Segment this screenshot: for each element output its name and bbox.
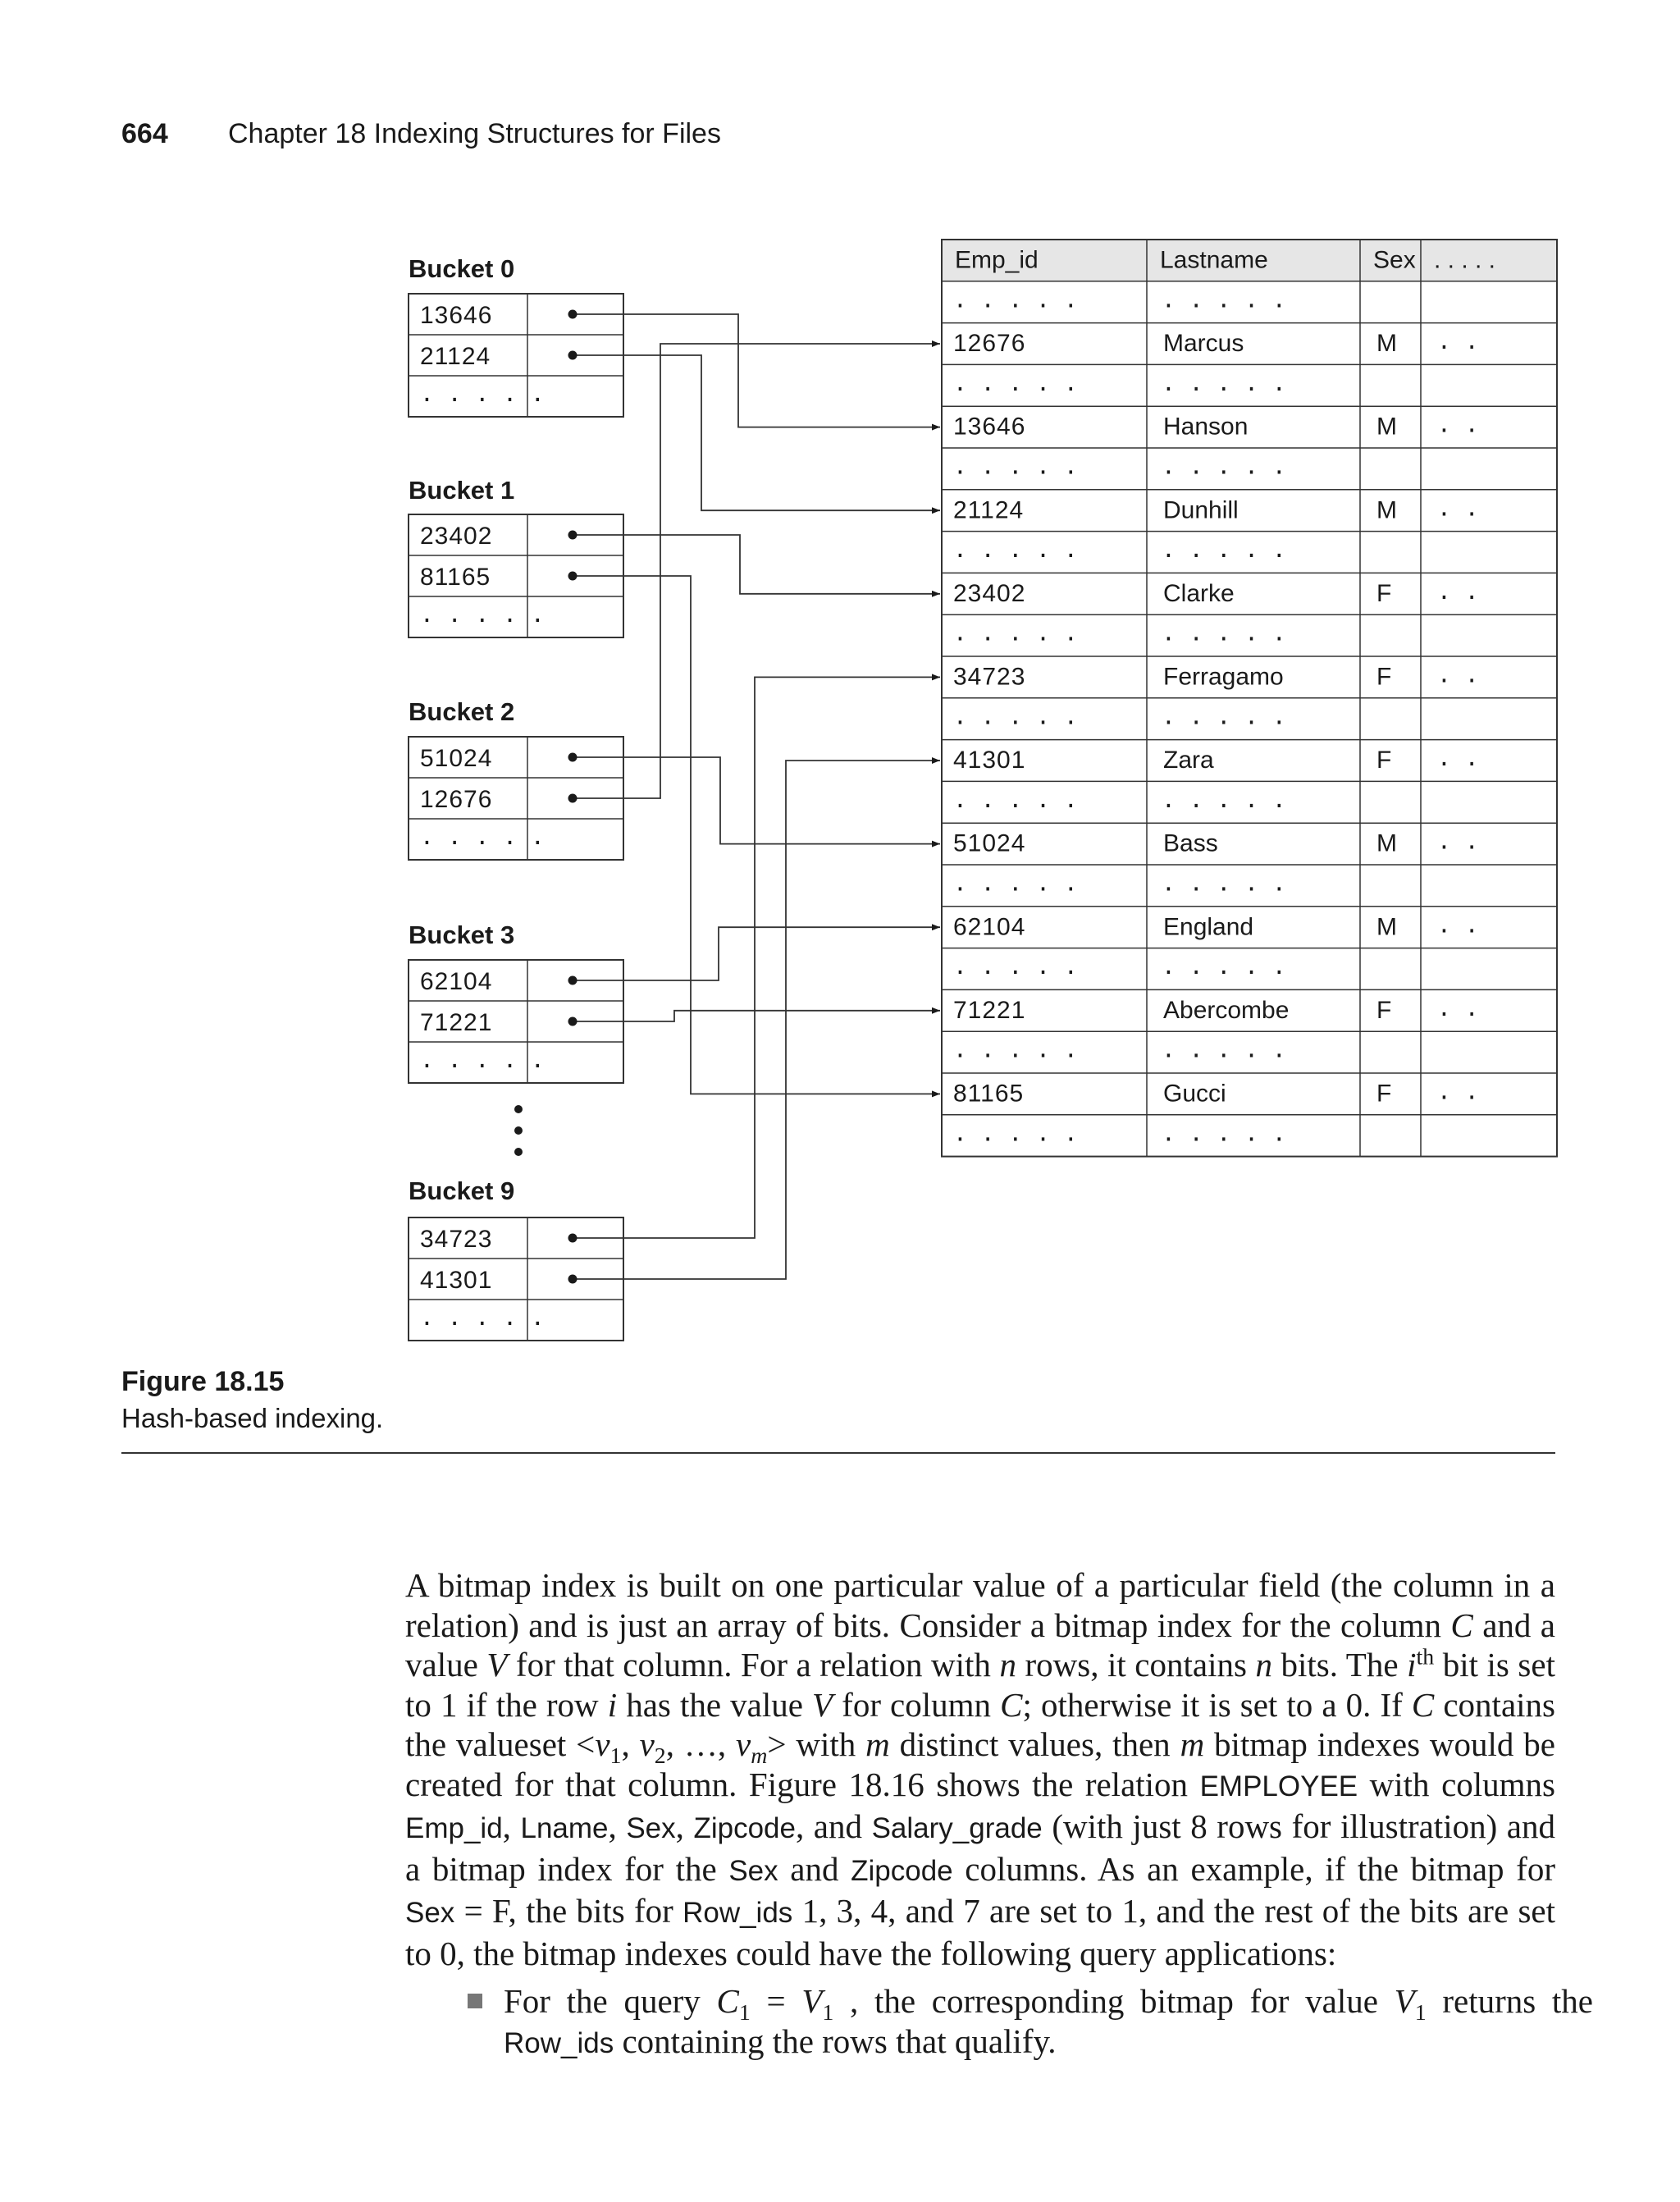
chapter-title: Chapter 18 Indexing Structures for Files — [228, 118, 721, 149]
more-cell: . . — [1437, 410, 1479, 438]
pointer-arrow — [573, 677, 940, 1238]
bucket-key: 34723 — [420, 1226, 493, 1253]
more-cell: . . — [1437, 744, 1479, 772]
more-cell: . . — [1437, 1077, 1479, 1105]
ellipsis-cell: . . . . . — [953, 785, 1078, 813]
pointer-dot — [568, 976, 578, 985]
ellipsis-cell: . . . . . — [953, 869, 1078, 897]
lastname-cell: Clarke — [1163, 579, 1235, 607]
pointer-dot — [568, 1275, 578, 1284]
sex-cell: M — [1376, 330, 1397, 358]
ellipsis-cell: . . . . . — [953, 1119, 1078, 1147]
more-cell: . . — [1437, 827, 1479, 855]
sex-cell: F — [1376, 1080, 1392, 1108]
emp-id-cell: 13646 — [953, 413, 1026, 441]
pointer-arrow — [573, 1011, 940, 1021]
ellipsis-cell: . . . . . — [953, 953, 1078, 980]
emp-id-cell: 71221 — [953, 996, 1026, 1024]
lastname-cell: Ferragamo — [1163, 663, 1284, 691]
pointer-dot — [568, 531, 578, 540]
pointer-arrow — [573, 576, 940, 1094]
continuation-dot — [514, 1105, 523, 1113]
emp-id-cell: 12676 — [953, 330, 1026, 358]
bucket-key: 41301 — [420, 1267, 493, 1294]
emp-id-cell: 62104 — [953, 913, 1026, 941]
lastname-cell: Gucci — [1163, 1080, 1226, 1108]
sex-cell: M — [1376, 913, 1397, 941]
ellipsis-cell: . . . . . — [1162, 869, 1286, 897]
pointer-arrow — [573, 535, 940, 594]
bucket-label: Bucket 0 — [409, 254, 515, 283]
ellipsis-cell: . . . . . — [953, 619, 1078, 646]
bucket-key: 23402 — [420, 523, 493, 550]
sex-cell: M — [1376, 413, 1397, 441]
more-cell: . . — [1437, 327, 1479, 355]
lastname-cell: Dunhill — [1163, 496, 1239, 524]
emp-id-cell: 81165 — [953, 1080, 1025, 1108]
bucket-key: 81165 — [420, 564, 491, 591]
ellipsis-cell: . . . . . — [1162, 286, 1286, 313]
continuation-dot — [514, 1126, 523, 1135]
emp-id-cell: 23402 — [953, 579, 1026, 607]
lastname-cell: Abercombe — [1163, 996, 1290, 1024]
ellipsis-cell: . . . . . — [1162, 619, 1286, 646]
bucket-label: Bucket 1 — [409, 476, 515, 505]
bucket-label: Bucket 3 — [409, 921, 515, 949]
pointer-dot — [568, 572, 578, 581]
bucket-ellipsis: . . . . . — [420, 380, 545, 407]
ellipsis-cell: . . . . . — [953, 286, 1078, 313]
employee-table — [942, 240, 1557, 1157]
bucket-ellipsis: . . . . . — [420, 1046, 545, 1073]
bucket-key: 62104 — [420, 968, 493, 995]
pointer-dot — [568, 310, 578, 319]
bucket-ellipsis: . . . . . — [420, 601, 545, 628]
bucket-key: 51024 — [420, 745, 493, 772]
emp-id-cell: 21124 — [953, 496, 1025, 524]
bucket-key: 21124 — [420, 343, 491, 370]
ellipsis-cell: . . . . . — [953, 368, 1078, 396]
ellipsis-cell: . . . . . — [1162, 368, 1286, 396]
lastname-cell: Zara — [1163, 747, 1214, 774]
emp-id-cell: 51024 — [953, 829, 1026, 857]
ellipsis-cell: . . . . . — [1162, 452, 1286, 480]
bucket-label: Bucket 2 — [409, 697, 515, 726]
sex-cell: F — [1376, 663, 1392, 691]
figure-number: Figure 18.15 — [121, 1366, 285, 1397]
page-number: 664 — [121, 118, 168, 149]
bullet-item: For the query $C_1 = V_1$ , the corresponding bitmap for value $V_1$ returns the Row_ids containing the rows that qualify. — [504, 1982, 1593, 2060]
sex-cell: F — [1376, 747, 1392, 774]
pointer-arrow — [573, 355, 940, 510]
ellipsis-cell: . . . . . — [1162, 1119, 1286, 1147]
pointer-links — [573, 314, 940, 1279]
figure-caption: Hash-based indexing. — [121, 1403, 384, 1433]
bucket-label: Bucket 9 — [409, 1176, 515, 1205]
pointer-arrow — [573, 344, 940, 798]
pointer-dot — [568, 794, 578, 803]
pointer-dot — [568, 351, 578, 360]
ellipsis-cell: . . . . . — [1162, 536, 1286, 564]
col-header-emp-id: Emp_id — [955, 246, 1039, 274]
ellipsis-cell: . . . . . — [953, 536, 1078, 564]
ellipsis-cell: . . . . . — [953, 1035, 1078, 1063]
col-header-sex: Sex — [1373, 246, 1416, 274]
pointer-dot — [568, 1017, 578, 1026]
sex-cell: M — [1376, 829, 1397, 857]
buckets — [409, 254, 623, 1341]
lastname-cell: Hanson — [1163, 413, 1249, 441]
sex-cell: F — [1376, 996, 1392, 1024]
ellipsis-cell: . . . . . — [1162, 702, 1286, 730]
lastname-cell: Marcus — [1163, 330, 1244, 358]
bucket-ellipsis: . . . . . — [420, 1304, 545, 1331]
ellipsis-cell: . . . . . — [1162, 1035, 1286, 1063]
sex-cell: M — [1376, 496, 1397, 524]
bucket-ellipsis: . . . . . — [420, 823, 545, 850]
ellipsis-cell: . . . . . — [953, 452, 1078, 480]
col-header-more: . . . . . — [1434, 246, 1496, 274]
lastname-cell: England — [1163, 913, 1254, 941]
more-cell: . . — [1437, 911, 1479, 939]
ellipsis-cell: . . . . . — [953, 702, 1078, 730]
pointer-arrow — [573, 927, 940, 980]
emp-id-cell: 34723 — [953, 663, 1026, 691]
sex-cell: F — [1376, 579, 1392, 607]
more-cell: . . — [1437, 494, 1479, 522]
bucket-key: 13646 — [420, 302, 493, 329]
ellipsis-cell: . . . . . — [1162, 953, 1286, 980]
lastname-cell: Bass — [1163, 829, 1218, 857]
body-paragraph: A bitmap index is built on one particular value of a particular field (the column in a relation) and is just an array of bits. Consider a bitmap index for the column C and a value V for that column. For a relation with n rows, it contains n bits. The $i^{th}$ bit is set to 1 if the row i has the value V for column C; otherwise it is set to a 0. If C contains the valueset $<v_1$, $v_2$, …, $v_m>$ with m distinct values, then m bitmap indexes would be created for that column. Figure 18.16 shows the relation EMPLOYEE with columns Emp_id, Lname, Sex, Zipcode, and Salary_grade (with just 8 rows for illustration) and a bitmap index for the Sex and Zipcode columns. As an example, if the bitmap for Sex = F, the bits for Row_ids 1, 3, 4, and 7 are set to 1, and the rest of the bits are set to 0, the bitmap indexes could have the following query applications: — [405, 1566, 1556, 1972]
bucket-key: 12676 — [420, 786, 493, 813]
pointer-dot — [568, 1234, 578, 1243]
pointer-arrow — [573, 761, 940, 1279]
pointer-arrow — [573, 314, 940, 427]
emp-id-cell: 41301 — [953, 747, 1026, 774]
continuation-dot — [514, 1148, 523, 1156]
bucket-key: 71221 — [420, 1009, 493, 1036]
caption-divider — [121, 1452, 1555, 1454]
more-cell: . . — [1437, 994, 1479, 1021]
pointer-dot — [568, 753, 578, 762]
ellipsis-cell: . . . . . — [1162, 785, 1286, 813]
more-cell: . . — [1437, 577, 1479, 605]
pointer-arrow — [573, 757, 940, 844]
more-cell: . . — [1437, 660, 1479, 688]
col-header-lastname: Lastname — [1160, 246, 1268, 274]
